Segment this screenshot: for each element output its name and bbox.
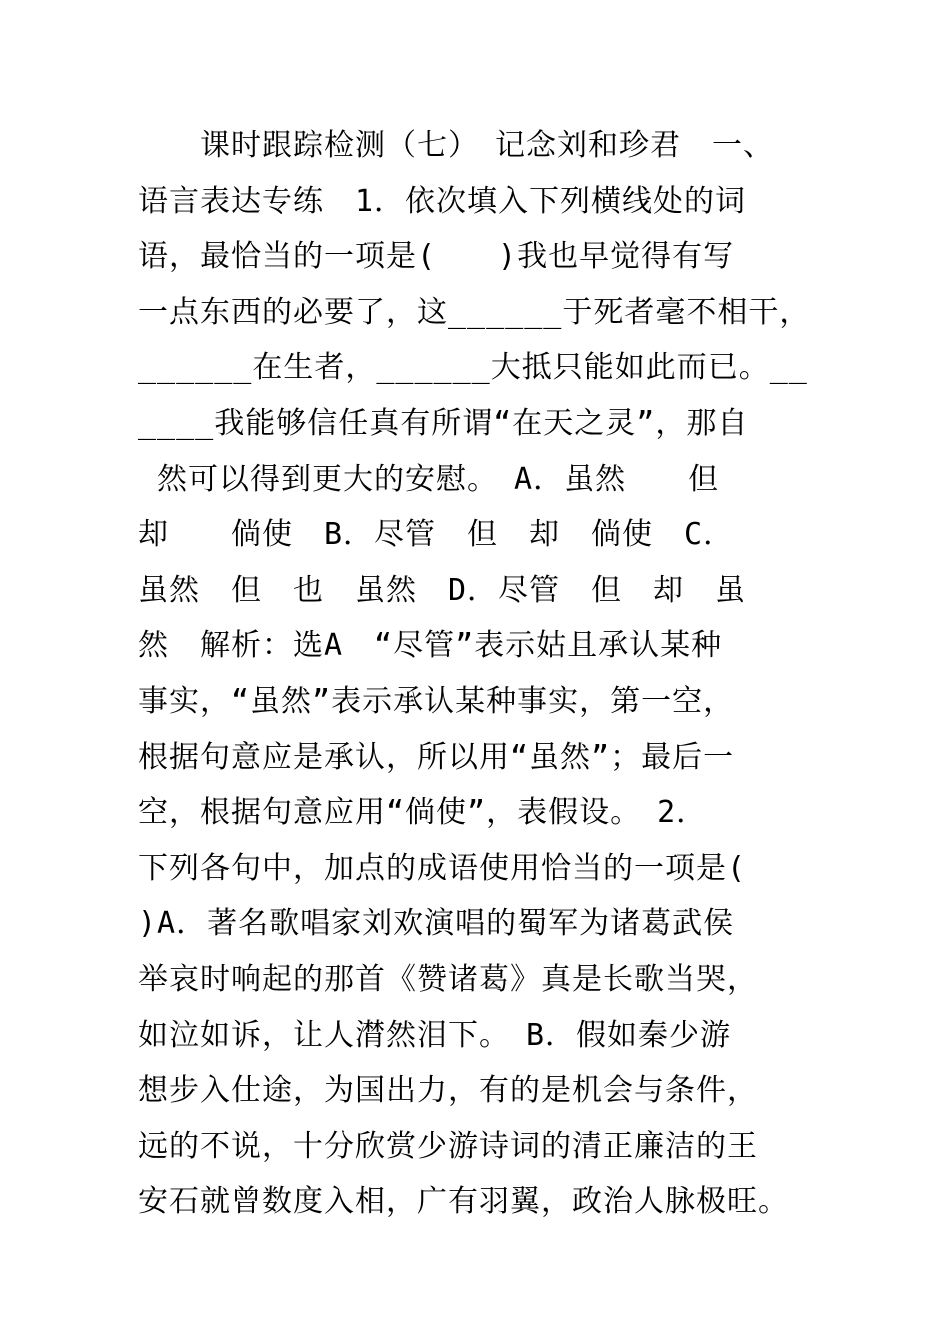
text-line: )A．著名歌唱家刘欢演唱的蜀军为诸葛武侯 — [138, 906, 735, 942]
text-line: 空，根据句意应用“倘使”，表假设。 2． — [138, 795, 708, 831]
text-line: 一点东西的必要了，这______于死者毫不相干， — [138, 294, 811, 330]
text-line: 却 倘使 B．尽管 但 却 倘使 C． — [138, 517, 735, 553]
text-line: 下列各句中，加点的成语使用恰当的一项是( — [138, 850, 747, 886]
text-line: 远的不说，十分欣赏少游诗词的清正廉洁的王 — [138, 1128, 758, 1164]
text-line: ____我能够信任真有所谓“在天之灵”，那自 — [138, 405, 749, 441]
text-line: 虽然 但 也 虽然 D．尽管 但 却 虽 — [138, 572, 747, 608]
text-line: 语言表达专练 1．依次填入下列横线处的词 — [138, 183, 747, 219]
text-line: 语，最恰当的一项是( )我也早觉得有写 — [138, 239, 735, 275]
document-body — [138, 118, 838, 1230]
text-line: ______在生者，______大抵只能如此而已。__ — [138, 350, 808, 386]
text-line: 然可以得到更大的安慰。 A．虽然 但 — [138, 461, 720, 497]
text-line: 想步入仕途，为国出力，有的是机会与条件， — [138, 1073, 758, 1109]
text-line: 安石就曾数度入相，广有羽翼，政治人脉极旺。 — [138, 1184, 789, 1220]
text-line: 如泣如诉，让人潸然泪下。 B．假如秦少游 — [138, 1017, 732, 1053]
text-line: 事实，“虽然”表示承认某种事实，第一空， — [138, 683, 735, 719]
text-line: 然 解析：选A “尽管”表示姑且承认某种 — [138, 628, 723, 664]
text-line: 课时跟踪检测（七） 记念刘和珍君 一、 — [138, 128, 774, 163]
text-line: 举哀时响起的那首《赞诸葛》真是长歌当哭， — [138, 961, 758, 997]
text-line: 根据句意应是承认，所以用“虽然”；最后一 — [138, 739, 735, 775]
